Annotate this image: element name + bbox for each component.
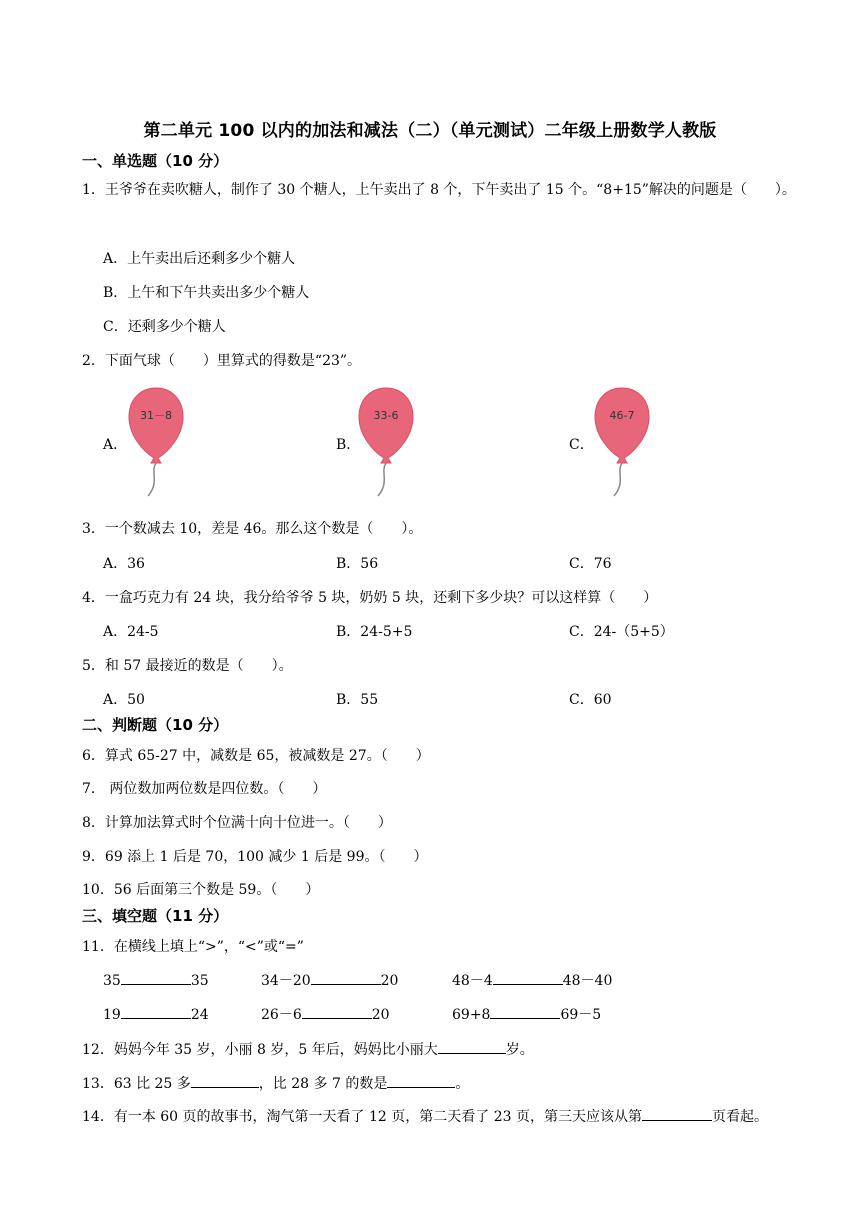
balloon-b-icon bbox=[356, 386, 416, 498]
answer-blank[interactable] bbox=[387, 1073, 455, 1088]
question-1-option-b: B．上午和下午共卖出多少个糖人 bbox=[103, 285, 310, 301]
section-heading-true-false: 二、判断题（10 分） bbox=[82, 716, 229, 734]
question-6: 6．算式 65-27 中，减数是 65，被减数是 27。（ ） bbox=[82, 748, 430, 764]
compare-item: 26－6 20 bbox=[261, 1004, 390, 1024]
question-5-option-b: B．55 bbox=[336, 692, 379, 708]
question-3-option-c: C．76 bbox=[569, 556, 612, 572]
compare-item: 35 35 bbox=[103, 970, 209, 989]
question-10: 10．56 后面第三个数是 59。（ ） bbox=[82, 882, 320, 898]
question-1-stem: 1．王爷爷在卖吹糖人，制作了 30 个糖人，上午卖出了 8 个，下午卖出了 15 个。“8+15”解决的问题是（ ）。 bbox=[82, 182, 796, 198]
question-1-option-a: A．上午卖出后还剩多少个糖人 bbox=[103, 251, 296, 267]
compare-item: 34－20 20 bbox=[261, 970, 398, 990]
question-2-option-b-label: B． bbox=[336, 437, 361, 453]
question-3-option-a: A．36 bbox=[103, 556, 145, 572]
balloon-c-icon bbox=[592, 386, 652, 498]
compare-item: 19 24 bbox=[103, 1004, 209, 1023]
question-3-stem: 3．一个数减去 10，差是 46。那么这个数是（ ）。 bbox=[82, 521, 423, 537]
question-12: 12．妈妈今年 35 岁，小丽 8 岁，5 年后，妈妈比小丽大 岁。 bbox=[82, 1039, 534, 1059]
answer-blank[interactable] bbox=[121, 970, 191, 985]
answer-blank[interactable] bbox=[493, 970, 563, 985]
answer-blank[interactable] bbox=[311, 970, 381, 985]
section-heading-single-choice: 一、单选题（10 分） bbox=[82, 152, 229, 170]
question-2-option-a-label: A． bbox=[103, 437, 128, 453]
question-2-option-c-label: C． bbox=[569, 437, 594, 453]
question-7: 7． 两位数加两位数是四位数。（ ） bbox=[82, 781, 327, 797]
answer-blank[interactable] bbox=[302, 1004, 372, 1019]
question-1-option-c: C．还剩多少个糖人 bbox=[103, 319, 226, 335]
worksheet-title: 第二单元 100 以内的加法和减法（二）（单元测试）二年级上册数学人教版 bbox=[143, 121, 717, 141]
question-4-option-b: B．24-5+5 bbox=[336, 624, 413, 640]
answer-blank[interactable] bbox=[490, 1004, 560, 1019]
question-5-option-c: C．60 bbox=[569, 692, 612, 708]
balloon-a-text: 31－8 bbox=[140, 409, 172, 422]
answer-blank[interactable] bbox=[642, 1106, 712, 1121]
question-2-stem: 2．下面气球（ ）里算式的得数是“23”。 bbox=[82, 353, 362, 369]
question-11-stem: 11．在横线上填上“>”，“<”或“=” bbox=[82, 939, 304, 955]
question-13: 13．63 比 25 多 ，比 28 多 7 的数是 。 bbox=[82, 1073, 469, 1093]
question-5-option-a: A．50 bbox=[103, 692, 145, 708]
answer-blank[interactable] bbox=[121, 1004, 191, 1019]
question-5-stem: 5．和 57 最接近的数是（ ）。 bbox=[82, 658, 293, 674]
compare-item: 48－4 48－40 bbox=[452, 970, 612, 990]
balloon-c-text: 46-7 bbox=[609, 409, 635, 422]
question-3-option-b: B．56 bbox=[336, 556, 379, 572]
balloon-a-icon bbox=[126, 386, 186, 498]
question-4-option-c: C．24-（5+5） bbox=[569, 624, 674, 640]
question-4-stem: 4．一盒巧克力有 24 块，我分给爷爷 5 块，奶奶 5 块，还剩下多少块？可以这样算（ ） bbox=[82, 590, 658, 606]
compare-item: 69+8 69－5 bbox=[452, 1004, 601, 1024]
balloon-b-text: 33-6 bbox=[373, 409, 399, 422]
question-4-option-a: A．24-5 bbox=[103, 624, 159, 640]
question-9: 9．69 添上 1 后是 70，100 减少 1 后是 99。（ ） bbox=[82, 849, 428, 865]
answer-blank[interactable] bbox=[438, 1039, 506, 1054]
answer-blank[interactable] bbox=[191, 1073, 259, 1088]
question-8: 8．计算加法算式时个位满十向十位进一。（ ） bbox=[82, 815, 392, 831]
question-14: 14．有一本 60 页的故事书，淘气第一天看了 12 页，第二天看了 23 页，第三天应该从第 页看起。 bbox=[82, 1106, 768, 1126]
section-heading-fill-in: 三、填空题（11 分） bbox=[82, 907, 229, 925]
